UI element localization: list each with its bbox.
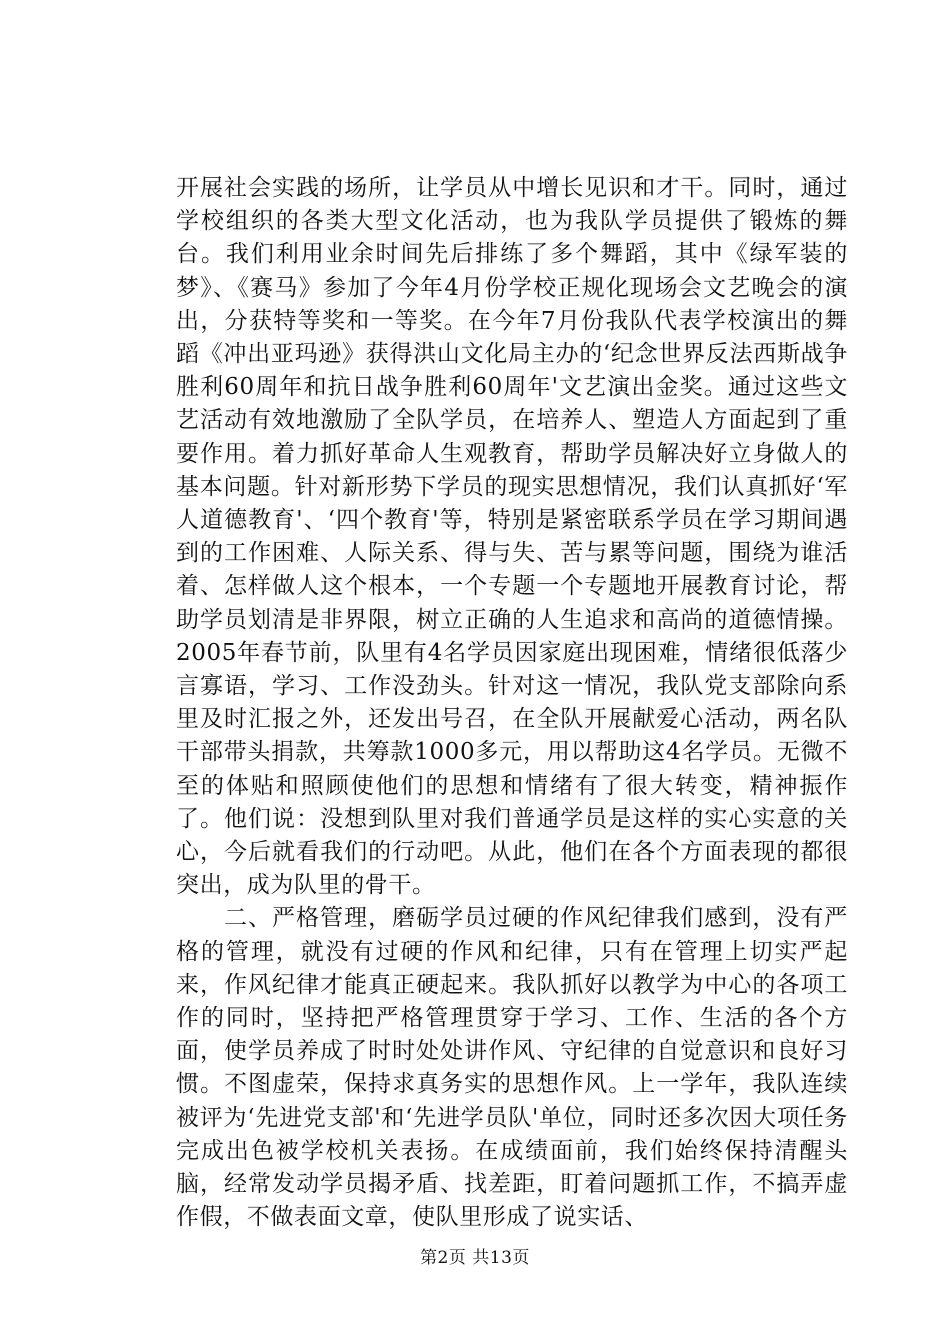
paragraph-2: 二、严格管理，磨砺学员过硬的作风纪律我们感到，没有严格的管理，就没有过硬的作风和纪律，只有在管理上切实严起来，作风纪律才能真正硬起来。我队抓好以教学为中心的各项工作的同时，坚持把严格管理贯穿于学习、工作、生活的各个方面，使学员养成了时时处处讲作风、守纪律的自觉意识和良好习惯。不图虚荣，保持求真务实的思想作风。上一学年，我队连续被评为‘先进党支部'和‘先进学员队'单位，同时还多次因大项任务完成出色被学校机关表扬。在成绩面前，我们始终保持清醒头脑，经常发动学员揭矛盾、找差距，盯着问题抓工作，不搞弄虚作假，不做表面文章，使队里形成了说实话、 <box>176 905 848 1231</box>
paragraph-1: 开展社会实践的场所，让学员从中增长见识和才干。同时，通过学校组织的各类大型文化活动，也为我队学员提供了锻炼的舞台。我们利用业余时间先后排练了多个舞蹈，其中《绿军装的梦》、《赛马》参加了今年4月份学校正规化现场会文艺晚会的演出，分获特等奖和一等奖。在今年7月份我队代表学校演出的舞蹈《冲出亚玛逊》获得洪山文化局主办的‘纪念世界反法西斯战争胜利60周年和抗日战争胜利60周年'文艺演出金奖。通过这些文艺活动有效地激励了全队学员，在培养人、塑造人方面起到了重要作用。着力抓好革命人生观教育，帮助学员解决好立身做人的基本问题。针对新形势下学员的现实思想情况，我们认真抓好‘军人道德教育'、‘四个教育'等，特别是紧密联系学员在学习期间遇到的工作困难、人际关系、得与失、苦与累等问题，围绕为谁活着、怎样做人这个根本，一个专题一个专题地开展教育讨论，帮助学员划清是非界限，树立正确的人生追求和高尚的道德情操。2005年春节前，队里有4名学员因家庭出现困难，情绪很低落少言寡语，学习、工作没劲头。针对这一情况，我队党支部除向系里及时汇报之外，还发出号召，在全队开展献爱心活动，两名队干部带头捐款，共筹款1000多元，用以帮助这4名学员。无微不至的体贴和照顾使他们的思想和情绪有了很大转变，精神振作了。他们说：没想到队里对我们普通学员是这样的实心实意的关心，今后就看我们的行动吧。从此，他们在各个方面表现的都很突出，成为队里的骨干。 <box>176 175 848 899</box>
document-body <box>176 172 848 1235</box>
page-number-label: 第2页 共13页 <box>420 1248 530 1268</box>
page-footer <box>0 1243 950 1268</box>
